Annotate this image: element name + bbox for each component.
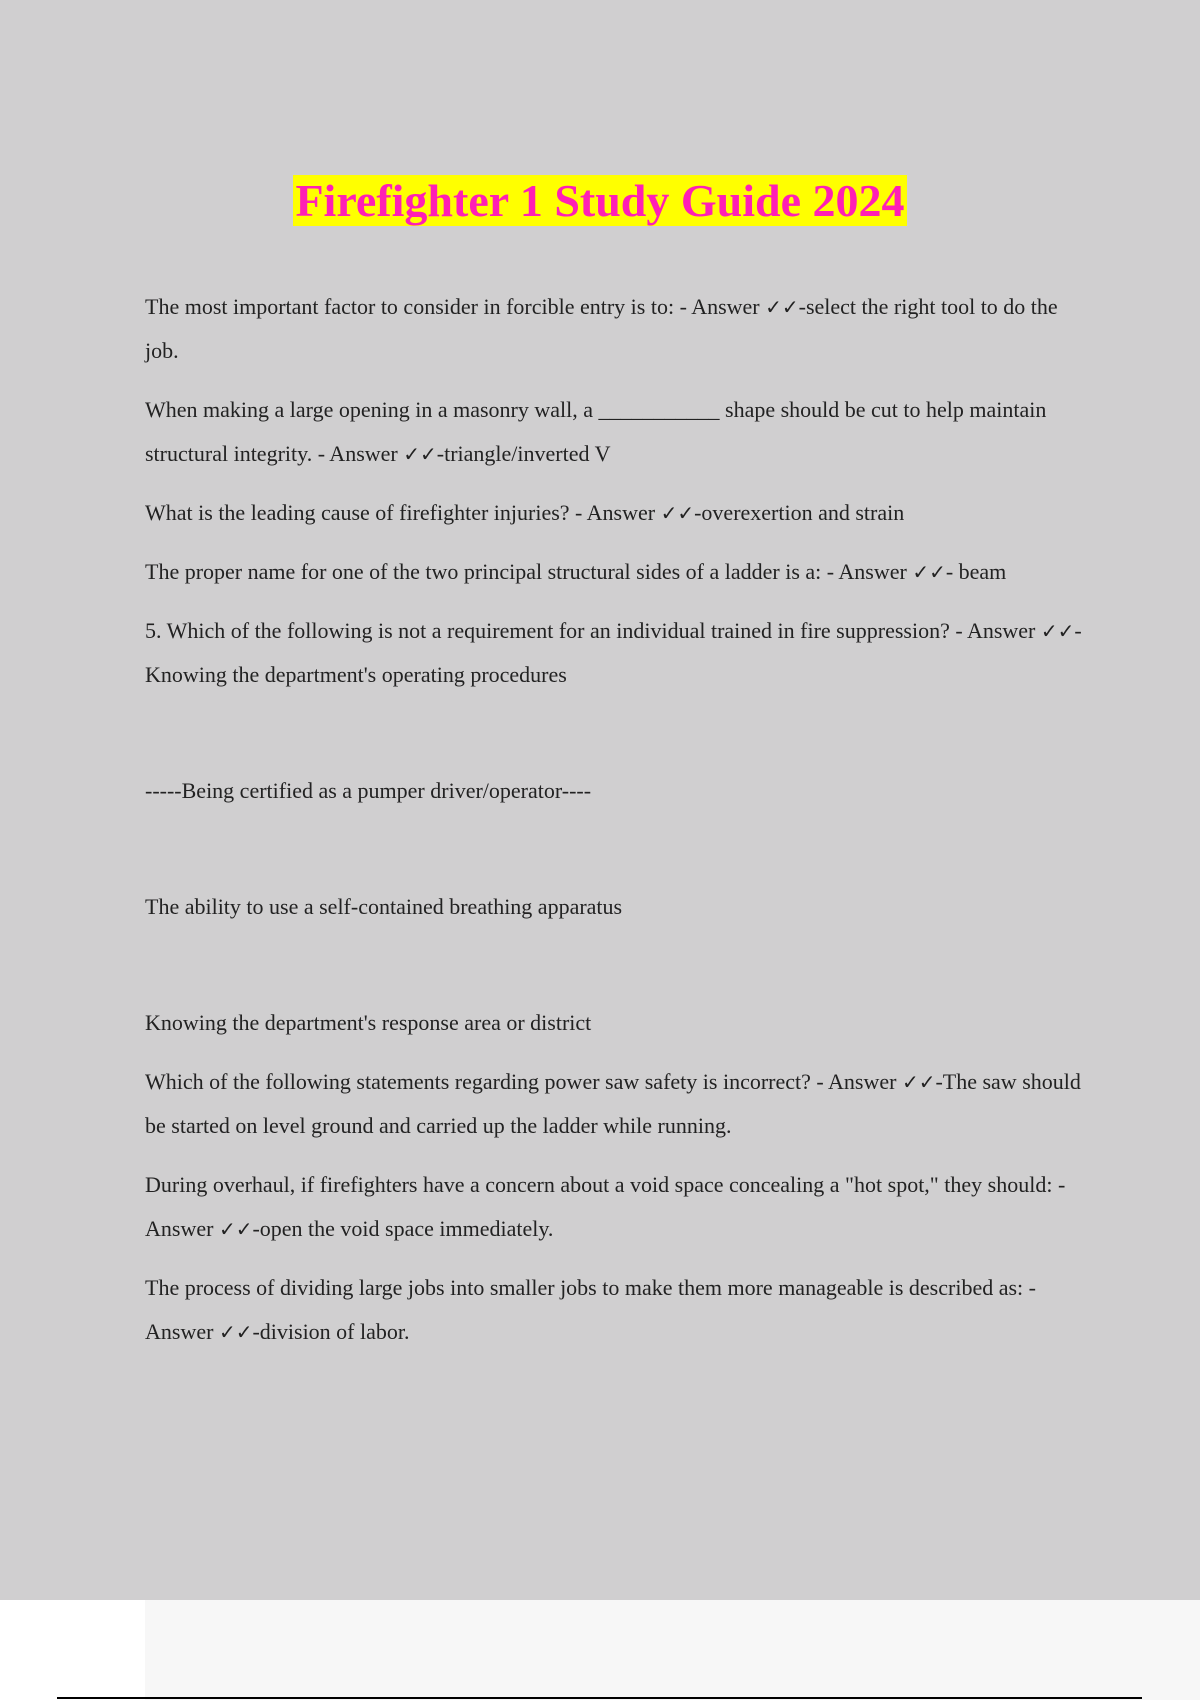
- answer-text: - beam: [945, 559, 1007, 584]
- question-paragraph: [145, 285, 1095, 373]
- page-divider: [57, 1697, 1142, 1699]
- answer-text: -Knowing the department's operating procedures: [145, 618, 1082, 687]
- study-guide-content: [145, 285, 1095, 1369]
- question-text: When making a large opening in a masonry wall, a ___________ shape should be cut to help maintain structural integrity. - Answer: [145, 397, 1047, 466]
- question-text: The proper name for one of the two principal structural sides of a ladder is a: - Answer: [145, 559, 913, 584]
- check-icon: ✓✓: [660, 501, 695, 525]
- question-text: During overhaul, if firefighters have a concern about a void space concealing a "hot spot," they should: - Answer: [145, 1172, 1066, 1241]
- question-text: The most important factor to consider in forcible entry is to: - Answer: [145, 294, 766, 319]
- question-text: Which of the following statements regarding power saw safety is incorrect? - Answer: [145, 1069, 902, 1094]
- answer-text: -select the right tool to do the job.: [145, 294, 1058, 363]
- check-icon: ✓✓: [218, 1217, 253, 1241]
- check-icon: ✓✓: [218, 1320, 253, 1344]
- answer-text: -The saw should be started on level ground and carried up the ladder while running.: [145, 1069, 1081, 1138]
- question-paragraph: [145, 550, 1095, 594]
- question-text: The process of dividing large jobs into smaller jobs to make them more manageable is described as: - Answer: [145, 1275, 1036, 1344]
- answer-text: -overexertion and strain: [694, 500, 905, 525]
- option-paragraph: Knowing the department's response area or district: [145, 1010, 592, 1035]
- question-paragraph: [145, 1060, 1095, 1148]
- check-icon: ✓✓: [403, 442, 437, 466]
- question-text: 5. Which of the following is not a requirement for an individual trained in fire suppression? - Answer: [145, 618, 1041, 643]
- question-paragraph: [145, 609, 1095, 697]
- question-paragraph: [145, 491, 1095, 535]
- check-icon: ✓✓: [765, 295, 799, 319]
- option-paragraph: The ability to use a self-contained breathing apparatus: [145, 894, 623, 919]
- next-page-preview: [145, 1600, 1200, 1700]
- answer-text: -division of labor.: [252, 1319, 410, 1344]
- option-paragraph: -----Being certified as a pumper driver/operator----: [145, 778, 592, 803]
- question-paragraph: [145, 1266, 1095, 1354]
- check-icon: ✓✓: [912, 560, 946, 584]
- question-text: What is the leading cause of firefighter injuries? - Answer: [145, 500, 661, 525]
- question-paragraph: [145, 388, 1095, 476]
- title-highlight: Firefighter 1 Study Guide 2024: [295, 175, 905, 226]
- check-icon: ✓✓: [901, 1070, 936, 1094]
- question-paragraph: [145, 1163, 1095, 1251]
- answer-text: -triangle/inverted V: [436, 441, 611, 466]
- check-icon: ✓✓: [1040, 619, 1075, 643]
- document-title: [0, 172, 1200, 230]
- answer-text: -open the void space immediately.: [252, 1216, 554, 1241]
